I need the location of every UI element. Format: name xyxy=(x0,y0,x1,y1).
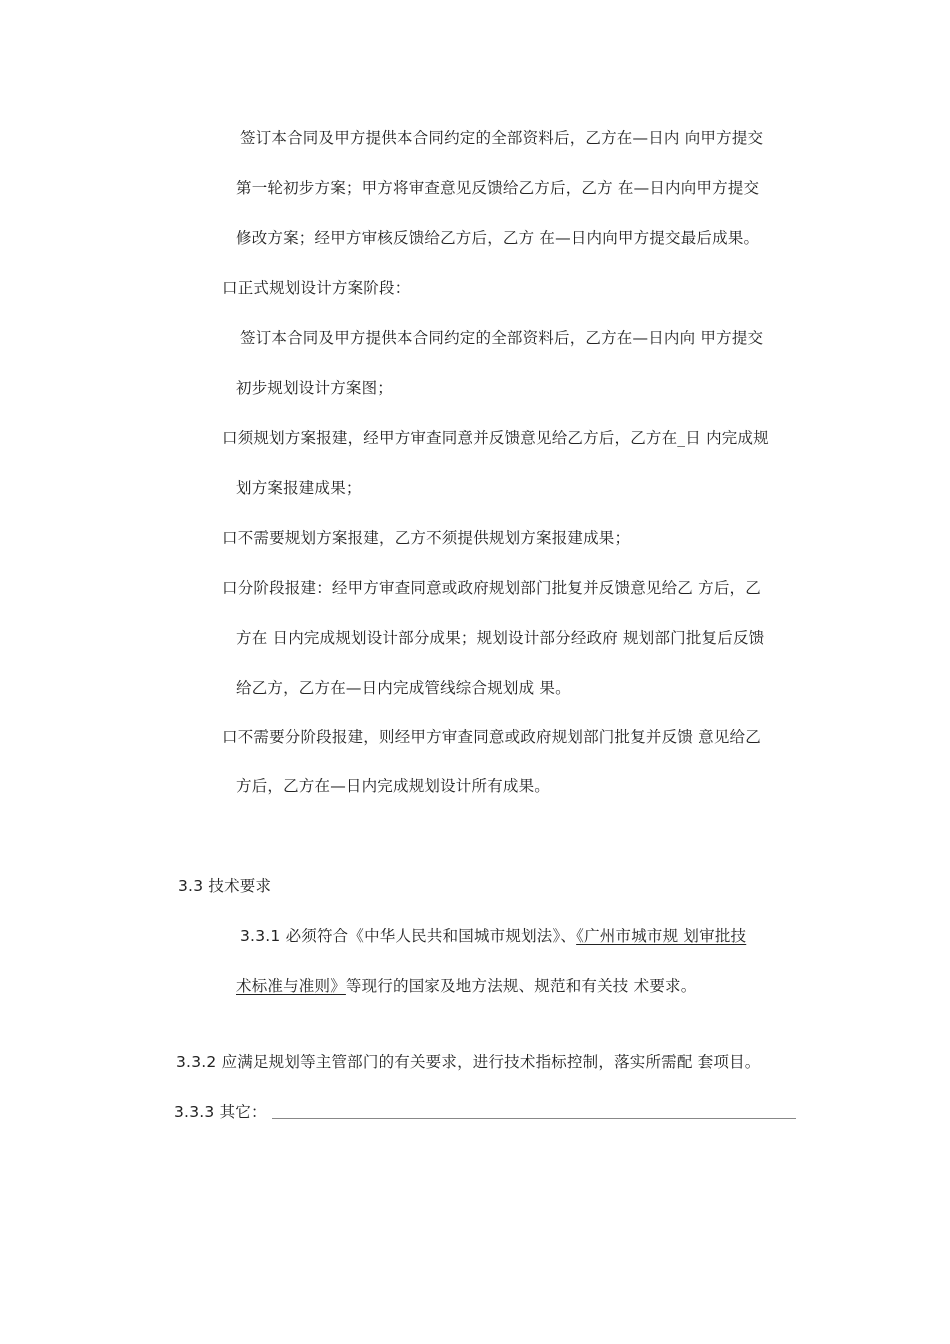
clause-text: 必须符合《中华人民共和国城市规划法》、 xyxy=(280,927,577,945)
prelim-line-1: 签订本合同及甲方提供本合同约定的全部资料后，乙方在—日内 向甲方提交 xyxy=(240,129,764,147)
formal-stage-heading: 口正式规划设计方案阶段： xyxy=(222,279,411,297)
option-report-required-line-2: 划方案报建成果； xyxy=(236,479,362,497)
option-phased-line-3: 给乙方，乙方在—日内完成管线综合规划成 果。 xyxy=(236,679,571,697)
option-not-phased-line-1: 口不需要分阶段报建，则经甲方审查同意或政府规划部门批复并反馈 意见给乙 xyxy=(222,728,761,746)
clause-number: 3.3.1 xyxy=(240,927,281,945)
clause-number: 3.3.2 xyxy=(176,1053,217,1071)
formal-line-2: 初步规划设计方案图； xyxy=(236,379,394,397)
clause-number: 3.3.3 xyxy=(174,1103,215,1121)
clause-text: 应满足规划等主管部门的有关要求，进行技术指标控制，落实所需配 套项目。 xyxy=(216,1053,761,1071)
clause-3-3-1-line-1 xyxy=(240,926,746,946)
clause-3-3-2 xyxy=(176,1052,761,1072)
fill-in-blank-line xyxy=(272,1118,796,1119)
section-title: 技术要求 xyxy=(203,877,272,895)
formal-line-1: 签订本合同及甲方提供本合同约定的全部资料后，乙方在—日内向 甲方提交 xyxy=(240,329,764,347)
option-not-phased-line-2: 方后，乙方在—日内完成规划设计所有成果。 xyxy=(236,777,551,795)
clause-text-cont: 等现行的国家及地方法规、规范和有关技 术要求。 xyxy=(345,977,697,995)
section-3-3-heading xyxy=(178,876,271,896)
clause-3-3-1-line-2 xyxy=(236,976,696,996)
prelim-line-2: 第一轮初步方案；甲方将审查意见反馈给乙方后，乙方 在—日内向甲方提交 xyxy=(236,179,760,197)
clause-3-3-3 xyxy=(174,1102,267,1122)
referenced-standard-title: 《广州市城市规 划审批技 xyxy=(576,927,747,945)
option-report-not-required: 口不需要规划方案报建，乙方不须提供规划方案报建成果； xyxy=(222,529,631,547)
option-report-required-line-1: 口须规划方案报建，经甲方审查同意并反馈意见给乙方后，乙方在_日 内完成规 xyxy=(222,429,769,447)
option-phased-line-2: 方在 日内完成规划设计部分成果；规划设计部分经政府 规划部门批复后反馈 xyxy=(236,629,765,647)
clause-label: 其它： xyxy=(214,1103,267,1121)
prelim-line-3: 修改方案；经甲方审核反馈给乙方后，乙方 在—日内向甲方提交最后成果。 xyxy=(236,229,760,247)
option-phased-line-1: 口分阶段报建：经甲方审查同意或政府规划部门批复并反馈意见给乙 方后，乙 xyxy=(222,579,761,597)
referenced-standard-title-cont: 术标准与准则》 xyxy=(236,977,346,995)
section-number: 3.3 xyxy=(178,877,204,895)
